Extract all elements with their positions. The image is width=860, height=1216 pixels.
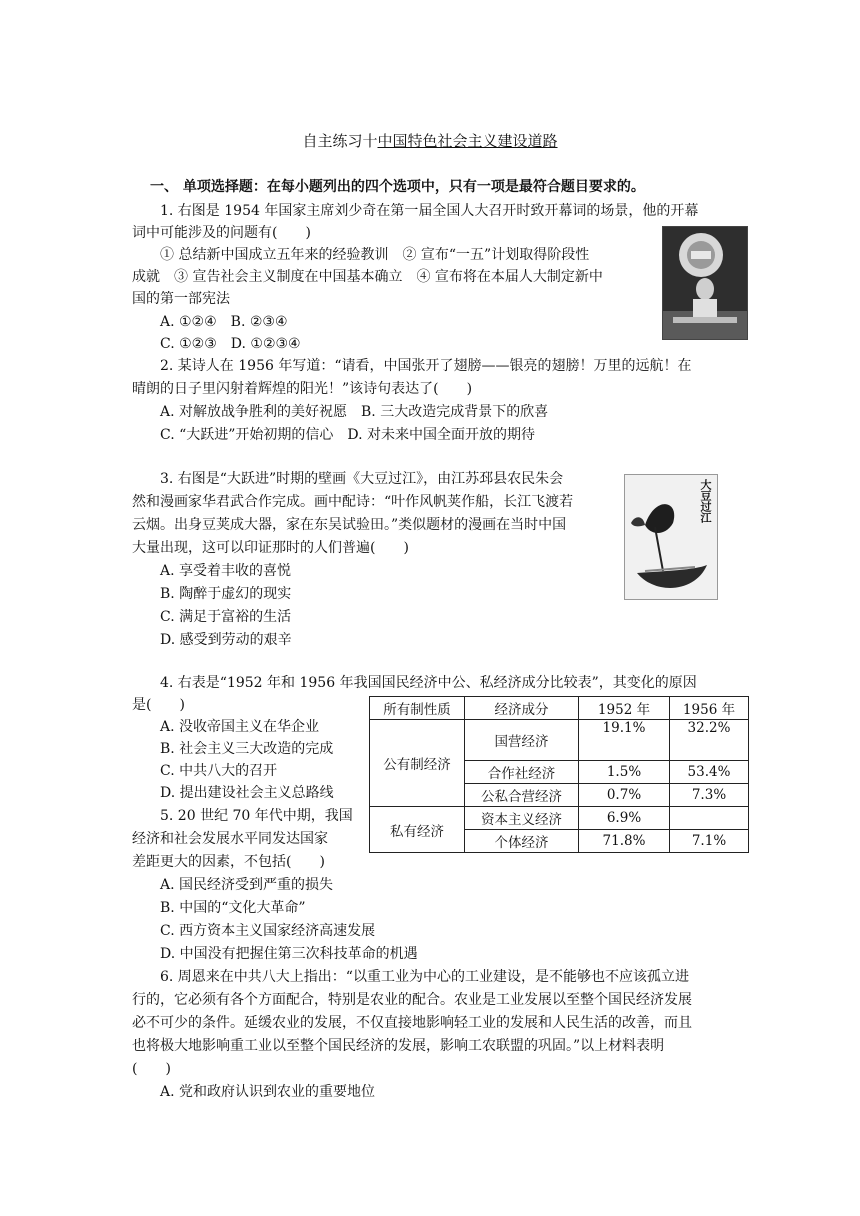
group-cell-public: 公有制经济 — [370, 720, 465, 807]
q2-line2: 晴朗的日子里闪射着辉煌的阳光！”该诗句表达了( ) — [132, 381, 473, 397]
header-cell: 经济成分 — [465, 697, 579, 720]
q1-line4: 成就 ③ 宣告社会主义制度在中国基本确立 ④ 宣布将在本届人大制定新中 — [132, 269, 603, 285]
q1-line2: 词中可能涉及的问题有( ) — [132, 225, 311, 241]
mural-caption: 大豆过江 — [699, 479, 712, 523]
q6-line5: ( ) — [132, 1061, 171, 1077]
table-cell: 6.9% — [579, 807, 670, 830]
page-title — [0, 130, 860, 151]
q2-options-ab: A. 对解放战争胜利的美好祝愿 B. 三大改造完成背景下的欣喜 — [160, 404, 549, 420]
table-cell: 公私合营经济 — [465, 784, 579, 807]
group-cell-private: 私有经济 — [370, 807, 465, 853]
table-cell: 合作社经济 — [465, 761, 579, 784]
table-header-row — [370, 697, 749, 720]
table-cell: 7.3% — [670, 784, 749, 807]
q5-line2: 经济和社会发展水平同发达国家 — [132, 831, 328, 847]
q2-options-cd: C. “大跃进”开始初期的信心 D. 对未来中国全面开放的期待 — [160, 427, 536, 443]
q5-line3: 差距更大的因素，不包括( ) — [132, 854, 325, 870]
q4-line2: 是( ) — [132, 697, 185, 713]
q1-line3: ① 总结新中国成立五年来的经验教训 ② 宣布“一五”计划取得阶段性 — [160, 247, 590, 263]
q5-option-b: B. 中国的“文化大革命” — [160, 900, 306, 916]
q3-line1: 3. 右图是“大跃进”时期的壁画《大豆过江》，由江苏邳县农民朱会 — [160, 471, 564, 487]
table-cell: 1.5% — [579, 761, 670, 784]
q2-line1: 2. 某诗人在 1956 年写道：“请看，中国张开了翅膀——银亮的翅膀！万里的远航！在 — [160, 358, 692, 374]
q5-line1: 5. 20 世纪 70 年代中期，我国 — [160, 808, 353, 824]
q3-option-b: B. 陶醉于虚幻的现实 — [160, 586, 292, 602]
q6-line3: 必不可少的条件。延缓农业的发展，不仅直接地影响轻工业的发展和人民生活的改善，而且 — [132, 1015, 692, 1031]
q5-option-c: C. 西方资本主义国家经济高速发展 — [160, 923, 376, 939]
table-row — [370, 720, 749, 761]
q4-option-d: D. 提出建设社会主义总路线 — [160, 785, 334, 801]
table-cell — [670, 807, 749, 830]
q1-options-ab: A. ①②④ B. ②③④ — [160, 314, 288, 330]
q1-line5: 国的第一部宪法 — [132, 291, 230, 307]
q5-option-d: D. 中国没有把握住第三次科技革命的机遇 — [160, 946, 418, 962]
header-cell: 所有制性质 — [370, 697, 465, 720]
mural-image — [624, 474, 718, 600]
table-cell: 0.7% — [579, 784, 670, 807]
photo-illustration — [663, 227, 747, 339]
table-cell: 个体经济 — [465, 830, 579, 853]
table-cell: 32.2% — [670, 720, 749, 761]
header-cell: 1956 年 — [670, 697, 749, 720]
table-cell: 资本主义经济 — [465, 807, 579, 830]
q6-line2: 行的，它必须有各个方面配合，特别是农业的配合。农业是工业发展以至整个国民经济发展 — [132, 992, 692, 1008]
table-cell: 7.1% — [670, 830, 749, 853]
q3-line4: 大量出现，这可以印证那时的人们普遍( ) — [132, 540, 409, 556]
q5-option-a: A. 国民经济受到严重的损失 — [160, 877, 334, 893]
q3-line2: 然和漫画家华君武合作完成。画中配诗：“叶作风帆荚作船，长江飞渡若 — [132, 494, 574, 510]
title-topic: 中国特色社会主义建设道路 — [377, 132, 558, 150]
q3-option-c: C. 满足于富裕的生活 — [160, 609, 292, 625]
q1-line1: 1. 右图是 1954 年国家主席刘少奇在第一届全国人大召开时致开幕词的场景，他的开幕 — [160, 203, 699, 219]
q4-option-c: C. 中共八大的召开 — [160, 763, 278, 779]
table-cell: 71.8% — [579, 830, 670, 853]
section-heading: 一、 单项选择题：在每小题列出的四个选项中，只有一项是最符合题目要求的。 — [150, 179, 645, 195]
title-prefix: 自主练习十 — [302, 132, 378, 150]
q3-line3: 云烟。出身豆荚成大器，家在东吴试验田。”类似题材的漫画在当时中国 — [132, 517, 567, 533]
q3-option-d: D. 感受到劳动的艰辛 — [160, 632, 292, 648]
header-cell: 1952 年 — [579, 697, 670, 720]
economy-composition-table — [369, 696, 749, 853]
table-cell: 53.4% — [670, 761, 749, 784]
table-row — [370, 807, 749, 830]
q3-option-a: A. 享受着丰收的喜悦 — [160, 563, 292, 579]
q4-option-a: A. 没收帝国主义在华企业 — [160, 719, 320, 735]
q6-line4: 也将极大地影响重工业以至整个国民经济的发展，影响工农联盟的巩固。”以上材料表明 — [132, 1038, 665, 1054]
q1-options-cd: C. ①②③ D. ①②③④ — [160, 336, 301, 352]
table-cell: 19.1% — [579, 720, 670, 761]
table-cell: 国营经济 — [465, 720, 579, 761]
q6-line1: 6. 周恩来在中共八大上指出：“以重工业为中心的工业建设，是不能够也不应该孤立进 — [160, 969, 689, 985]
q6-option-a: A. 党和政府认识到农业的重要地位 — [160, 1084, 376, 1100]
q4-option-b: B. 社会主义三大改造的完成 — [160, 741, 334, 757]
liu-shaoqi-photo — [662, 226, 748, 340]
q4-line1: 4. 右表是“1952 年和 1956 年我国国民经济中公、私经济成分比较表”，其变化的原因 — [160, 675, 697, 691]
